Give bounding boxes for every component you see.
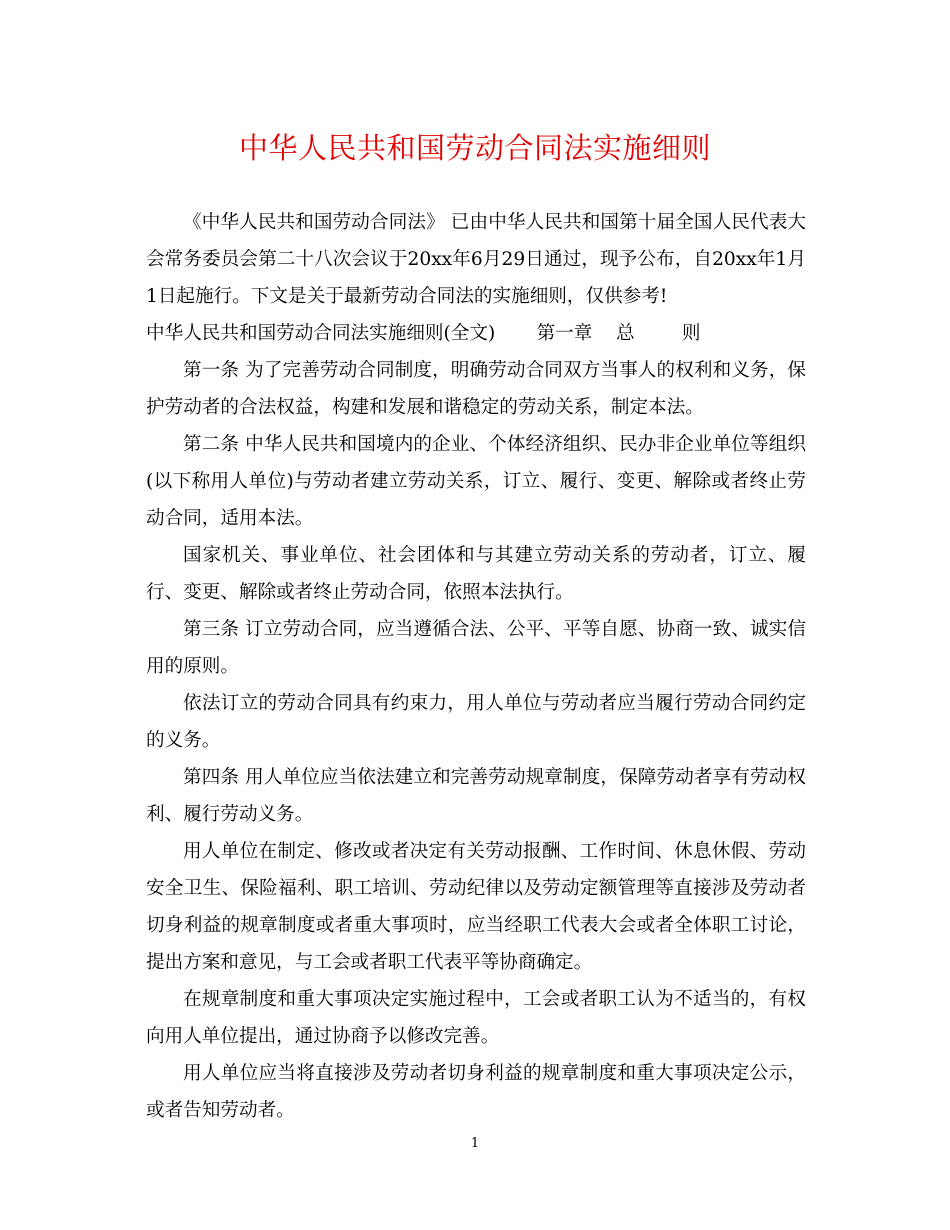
document-body <box>146 204 806 1129</box>
article-3-continuation-paragraph: 依法订立的劳动合同具有约束力，用人单位与劳动者应当履行劳动合同约定的义务。 <box>146 693 806 751</box>
article-1-paragraph: 第一条 为了完善劳动合同制度，明确劳动合同双方当事人的权利和义务，保护劳动者的合法权益，构建和发展和谐稳定的劳动关系，制定本法。 <box>146 360 806 418</box>
page-number: 1 <box>470 1136 480 1151</box>
article-4-paragraph: 第四条 用人单位应当依法建立和完善劳动规章制度，保障劳动者享有劳动权利、履行劳动义务。 <box>146 767 806 825</box>
article-3-paragraph: 第三条 订立劳动合同，应当遵循合法、公平、平等自愿、协商一致、诚实信用的原则。 <box>146 619 806 677</box>
article-4-continuation-paragraph-3: 用人单位应当将直接涉及劳动者切身利益的规章制度和重大事项决定公示，或者告知劳动者。 <box>146 1063 806 1121</box>
article-4-continuation-paragraph-1: 用人单位在制定、修改或者决定有关劳动报酬、工作时间、休息休假、劳动安全卫生、保险福利、职工培训、劳动纪律以及劳动定额管理等直接涉及劳动者切身利益的规章制度或者重大事项时，应当经职工代表大会或者全体职工讨论，提出方案和意见，与工会或者职工代表平等协商确定。 <box>146 841 806 973</box>
document-title: 中华人民共和国劳动合同法实施细则 <box>238 131 711 165</box>
article-2-paragraph: 第二条 中华人民共和国境内的企业、个体经济组织、民办非企业单位等组织(以下称用人单位)与劳动者建立劳动关系，订立、履行、变更、解除或者终止劳动合同，适用本法。 <box>146 434 806 529</box>
section-heading-line: 中华人民共和国劳动合同法实施细则(全文) 第一章 总 则 <box>146 323 701 344</box>
intro-paragraph: 《中华人民共和国劳动合同法》 已由中华人民共和国第十届全国人民代表大会常务委员会第二十八次会议于20xx年6月29日通过，现予公布，自20xx年1月1日起施行。下文是关于最新劳动合同法的实施细则，仅供参考! <box>146 212 806 307</box>
article-4-continuation-paragraph-2: 在规章制度和重大事项决定实施过程中，工会或者职工认为不适当的，有权向用人单位提出，通过协商予以修改完善。 <box>146 989 806 1047</box>
article-2-continuation-paragraph: 国家机关、事业单位、社会团体和与其建立劳动关系的劳动者，订立、履行、变更、解除或者终止劳动合同，依照本法执行。 <box>146 545 806 603</box>
